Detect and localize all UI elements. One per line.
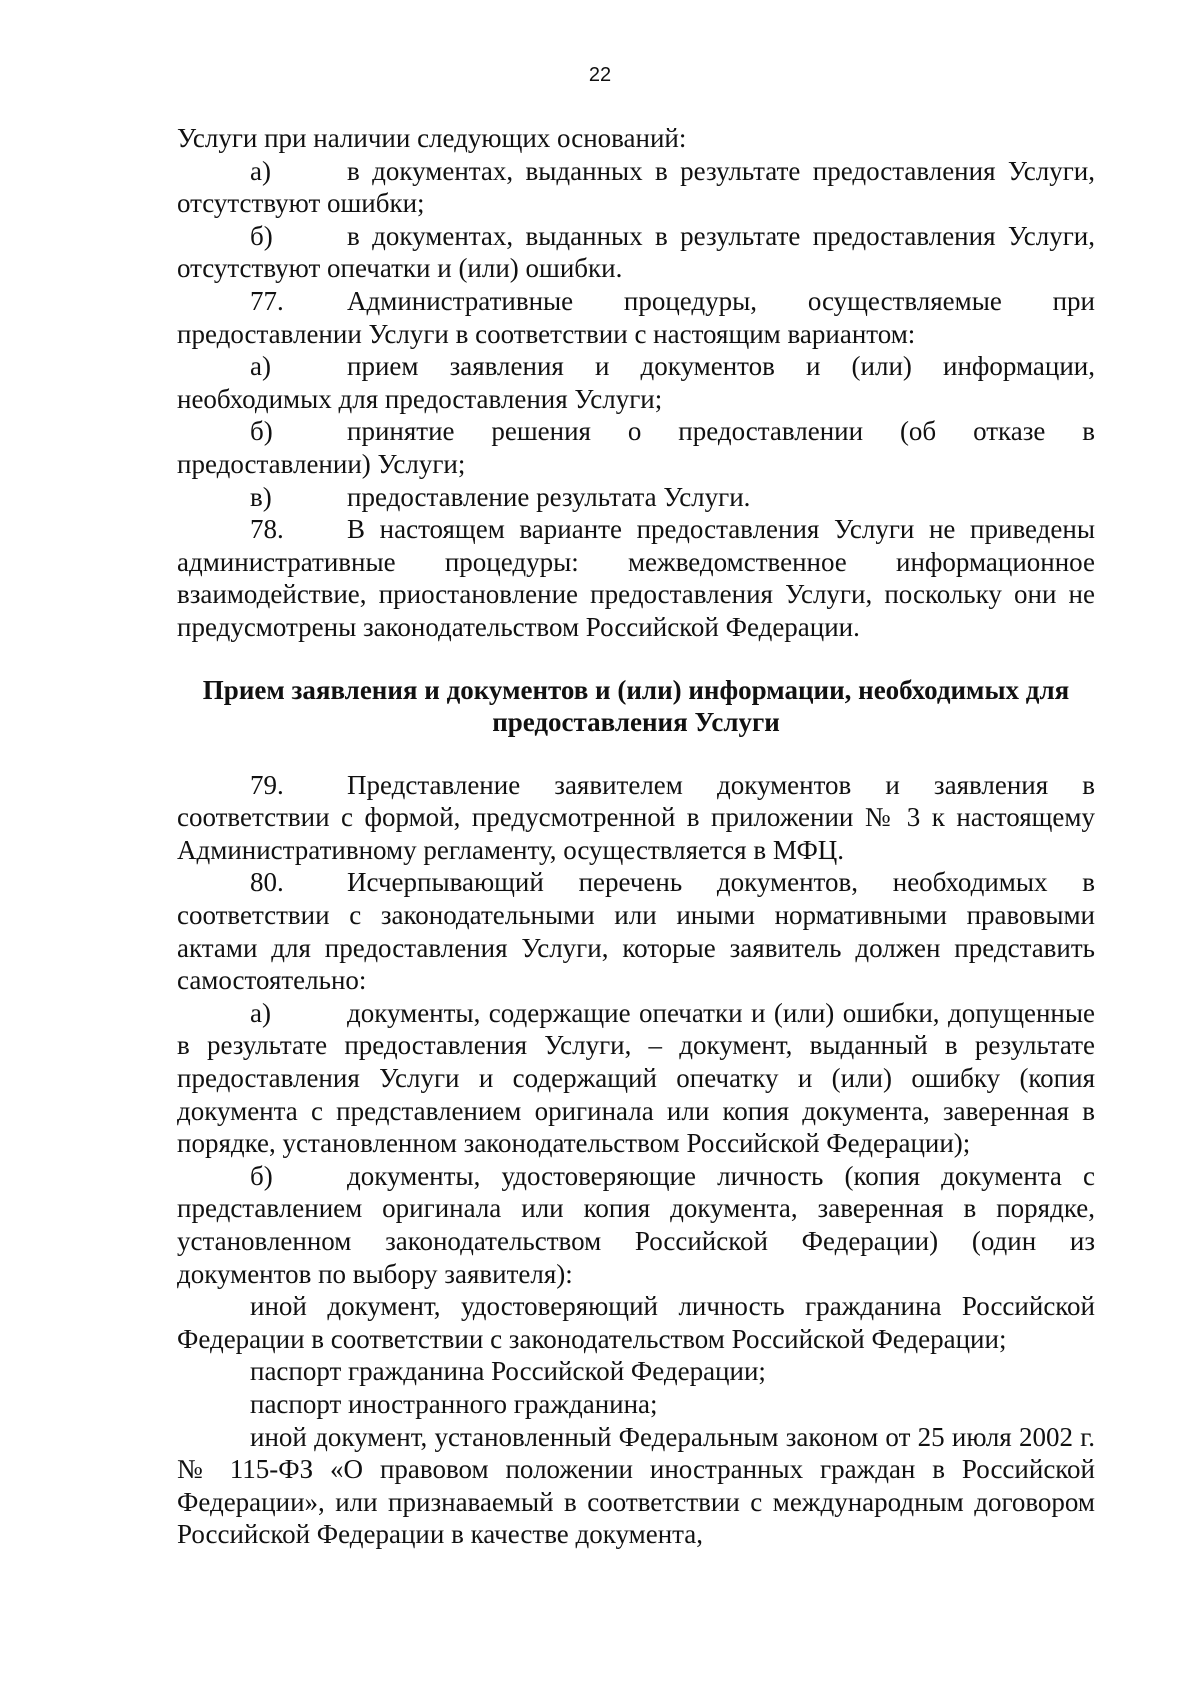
clause-text: Представление заявителем документов и заявления в соответствии с формой, предусмотренной в приложении № 3 к настоящему Административному регламенту, осуществляется в МФЦ. <box>177 769 1095 865</box>
list-marker: в) <box>250 481 272 512</box>
clause-80 <box>177 866 1095 996</box>
paragraph <box>177 1388 1095 1421</box>
paragraph <box>177 122 1095 155</box>
list-marker: б) <box>250 220 273 251</box>
clause-77 <box>177 285 1095 350</box>
clause-number: 80. <box>250 867 284 898</box>
list-marker: б) <box>250 1160 273 1191</box>
paragraph-text: Услуги при наличии следующих оснований: <box>177 123 687 153</box>
clause-number: 78. <box>250 514 284 545</box>
clause-78 <box>177 513 1095 643</box>
clause-79 <box>177 769 1095 867</box>
paragraph-text: паспорт иностранного гражданина; <box>250 1388 658 1419</box>
clause-text: Административные процедуры, осуществляемые при предоставлении Услуги в соответствии с настоящим вариантом: <box>177 285 1095 349</box>
page-number: 22 <box>588 64 612 86</box>
list-item-text: в документах, выданных в результате предоставления Услуги, отсутствуют ошибки; <box>177 155 1095 219</box>
list-item-text: документы, удостоверяющие личность (копия документа с представлением оригинала или копия документа, заверенная в порядке, установленном законодательством Российской Федерации) (один из документов по выбору заявителя): <box>177 1160 1095 1289</box>
list-marker: а) <box>250 997 271 1028</box>
list-item <box>177 220 1095 285</box>
list-item <box>177 1160 1095 1290</box>
clause-text: В настоящем варианте предоставления Услуги не приведены административные процедуры: межведомственное информационное взаимодействие, приостановление предоставления Услуги, поскольку они не предусмотрены законодательством Российской Федерации. <box>177 514 1095 642</box>
document-body <box>177 122 1095 1551</box>
paragraph-text: паспорт гражданина Российской Федерации; <box>250 1356 766 1387</box>
list-item-text: принятие решения о предоставлении (об отказе в предоставлении) Услуги; <box>177 416 1095 479</box>
list-item-text: прием заявления и документов и (или) информации, необходимых для предоставления Услуги; <box>177 351 1095 414</box>
list-item <box>177 415 1095 480</box>
list-marker: б) <box>250 416 273 447</box>
clause-text: Исчерпывающий перечень документов, необходимых в соответствии с законодательными или иными нормативными правовыми актами для предоставления Услуги, которые заявитель должен представить самостоятельно: <box>177 867 1095 996</box>
paragraph <box>177 1290 1095 1355</box>
list-marker: а) <box>250 155 271 186</box>
list-item <box>177 481 1095 514</box>
clause-number: 79. <box>250 769 284 800</box>
list-item <box>177 155 1095 220</box>
list-item <box>177 350 1095 415</box>
paragraph <box>177 1355 1095 1388</box>
paragraph-text: иной документ, удостоверяющий личность гражданина Российской Федерации в соответствии с законодательством Российской Федерации; <box>177 1291 1095 1354</box>
list-marker: а) <box>250 351 271 382</box>
paragraph <box>177 1421 1095 1551</box>
section-heading: Прием заявления и документов и (или) информации, необходимых для предоставления Услуги <box>202 674 1070 738</box>
paragraph-text: иной документ, установленный Федеральным законом от 25 июля 2002 г. № 115-ФЗ «О правовом положении иностранных граждан в Российской Федерации», или признаваемый в соответствии с международным договором Российской Федерации в качестве документа, <box>177 1421 1095 1550</box>
list-item-text: предоставление результата Услуги. <box>347 481 751 512</box>
clause-number: 77. <box>250 285 284 316</box>
list-item <box>177 997 1095 1160</box>
list-item-text: документы, содержащие опечатки и (или) ошибки, допущенные в результате предоставления Услуги, – документ, выданный в результате предоставления Услуги и содержащий опечатку и (или) ошибку (копия документа с представлением оригинала или копия документа, заверенная в порядке, установленном законодательством Российской Федерации); <box>177 997 1095 1159</box>
list-item-text: в документах, выданных в результате предоставления Услуги, отсутствуют опечатки и (или) ошибки. <box>177 220 1095 284</box>
